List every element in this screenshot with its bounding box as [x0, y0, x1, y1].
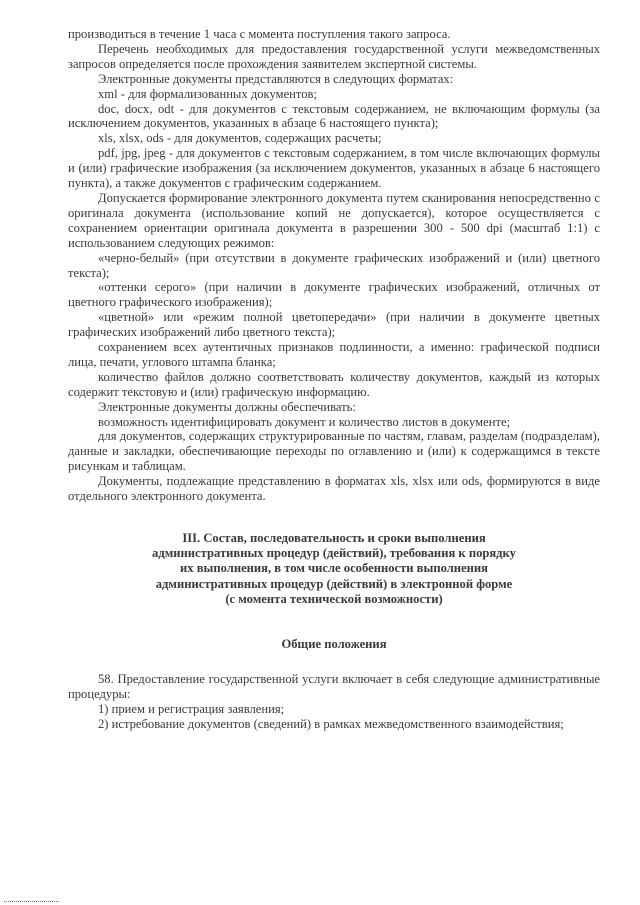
- paragraph: «цветной» или «режим полной цветопередачи» (при наличии в документе цветных графических изображений либо цветного текста);: [68, 310, 600, 340]
- section-title-line: III. Состав, последовательность и сроки выполнения: [182, 531, 486, 545]
- paragraph: doc, docx, odt - для документов с текстовым содержанием, не включающим формулы (за исключением документов, указанных в абзаце 6 настоящего пункта);: [68, 101, 600, 131]
- paragraph: возможность идентифицировать документ и количество листов в документе;: [98, 414, 511, 429]
- section-title-line: административных процедур (действий), требования к порядку: [152, 546, 516, 561]
- paragraph: «оттенки серого» (при наличии в документе графических изображений, отличных от цветного графического изображения);: [68, 280, 600, 310]
- section-title: [68, 531, 600, 607]
- paragraph: Документы, подлежащие представлению в форматах xls, xlsx или ods, формируются в виде отдельного электронного документа.: [68, 474, 600, 504]
- section-title-line: их выполнения, в том числе особенности выполнения: [180, 561, 488, 576]
- paragraph: сохранением всех аутентичных признаков подлинности, а именно: графической подписи лица, печати, углового штампа бланка;: [68, 340, 600, 369]
- paragraph: Перечень необходимых для предоставления государственной услуги межведомственных запросов определяется после прохождения заявителем экспертной системы.: [68, 41, 600, 71]
- paragraph: Допускается формирование электронного документа путем сканирования непосредственно с оригинала документа (использование копий не допускается), которое осуществляется с сохранением ориентации оригинала документа в разрешении 300 - 500 dpi (масштаб 1:1) с использованием следующих режимов:: [68, 190, 600, 250]
- paragraph: pdf, jpg, jpeg - для документов с текстовым содержанием, в том числе включающих формулы и (или) графические изображения (за исключением документов, указанных в абзаце 6 настоящего пункта), а также документов с графическим содержанием.: [68, 146, 600, 191]
- section-title-line: административных процедур (действий) в электронной форме: [155, 576, 513, 591]
- procedures-block: [68, 672, 600, 732]
- body-text-block: [68, 27, 600, 504]
- paragraph: количество файлов должно соответствовать количеству документов, каждый из которых содержит текстовую и (или) графическую информацию.: [68, 369, 600, 399]
- section-title-line: (с момента технической возможности): [225, 591, 443, 606]
- paragraph: Электронные документы должны обеспечивать:: [98, 399, 356, 414]
- paragraph: для документов, содержащих структурированные по частям, главам, разделам (подразделам), данные и закладки, обеспечивающие переходы по оглавлению и (или) к содержащимся в тексте рисункам и таблицам.: [68, 429, 600, 474]
- paragraph: xml - для формализованных документов;: [98, 86, 317, 101]
- subheading: Общие положения: [281, 637, 387, 652]
- list-item: 2) истребование документов (сведений) в рамках межведомственного взаимодействия;: [98, 716, 564, 731]
- paragraph: «черно-белый» (при отсутствии в документе графических изображений и (или) цветного текста);: [68, 250, 600, 280]
- list-item: 1) прием и регистрация заявления;: [98, 701, 285, 716]
- document-page: [68, 27, 600, 732]
- paragraph: xls, xlsx, ods - для документов, содержащих расчеты;: [98, 131, 382, 146]
- paragraph: Электронные документы представляются в следующих форматах:: [98, 71, 454, 86]
- page-footer-rule: [4, 901, 59, 902]
- paragraph: 58. Предоставление государственной услуги включает в себя следующие административные процедуры:: [68, 671, 600, 701]
- paragraph: производиться в течение 1 часа с момента поступления такого запроса.: [68, 27, 451, 41]
